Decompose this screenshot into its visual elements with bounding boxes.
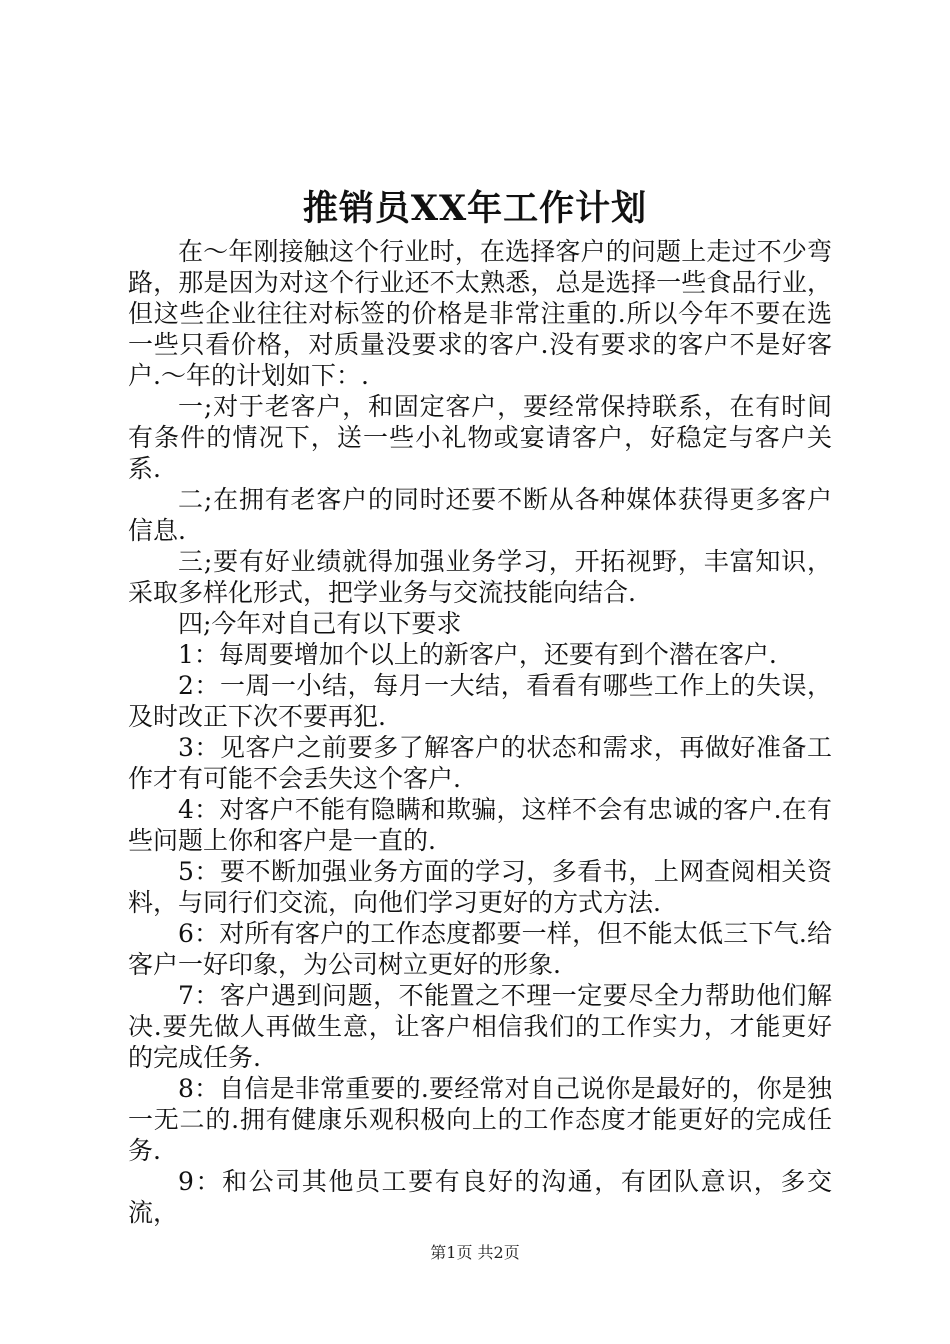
paragraph: 1：每周要增加个以上的新客户，还要有到个潜在客户. [178,640,777,669]
paragraph: 9：和公司其他员工要有良好的沟通，有团队意识，多交流， [128,1167,832,1227]
paragraph: 一;对于老客户，和固定客户，要经常保持联系，在有时间有条件的情况下，送一些小礼物或宴请客户，好稳定与客户关系. [128,392,832,483]
document-title: 推销员XX年工作计划 [302,188,648,229]
paragraph: 3：见客户之前要多了解客户的状态和需求，再做好准备工作才有可能不会丢失这个客户. [128,733,832,793]
paragraph: 6：对所有客户的工作态度都要一样，但不能太低三下气.给客户一好印象，为公司树立更好的形象. [128,919,832,979]
paragraph: 四;今年对自己有以下要求 [178,609,462,638]
paragraph: 7：客户遇到问题，不能置之不理一定要尽全力帮助他们解决.要先做人再做生意，让客户相信我们的工作实力，才能更好的完成任务. [128,981,832,1072]
paragraph: 5：要不断加强业务方面的学习，多看书，上网查阅相关资料，与同行们交流，向他们学习更好的方式方法. [128,857,832,917]
paragraph: 4：对客户不能有隐瞒和欺骗，这样不会有忠诚的客户.在有些问题上你和客户是一直的. [128,795,832,855]
paragraph: 二;在拥有老客户的同时还要不断从各种媒体获得更多客户信息. [128,485,832,545]
paragraph: 2：一周一小结，每月一大结，看看有哪些工作上的失误，及时改正下次不要再犯. [128,671,832,731]
document-body [128,236,832,1228]
paragraph: 在～年刚接触这个行业时，在选择客户的问题上走过不少弯路，那是因为对这个行业还不太熟悉，总是选择一些食品行业，但这些企业往往对标签的价格是非常注重的.所以今年不要在选一些只看价格，对质量没要求的客户.没有要求的客户不是好客户.～年的计划如下：. [128,237,832,390]
paragraph: 三;要有好业绩就得加强业务学习，开拓视野，丰富知识，采取多样化形式，把学业务与交流技能向结合. [128,547,832,607]
page-indicator: 第1页 共2页 [430,1243,520,1262]
paragraph: 8：自信是非常重要的.要经常对自己说你是最好的，你是独一无二的.拥有健康乐观积极向上的工作态度才能更好的完成任务. [128,1074,832,1165]
